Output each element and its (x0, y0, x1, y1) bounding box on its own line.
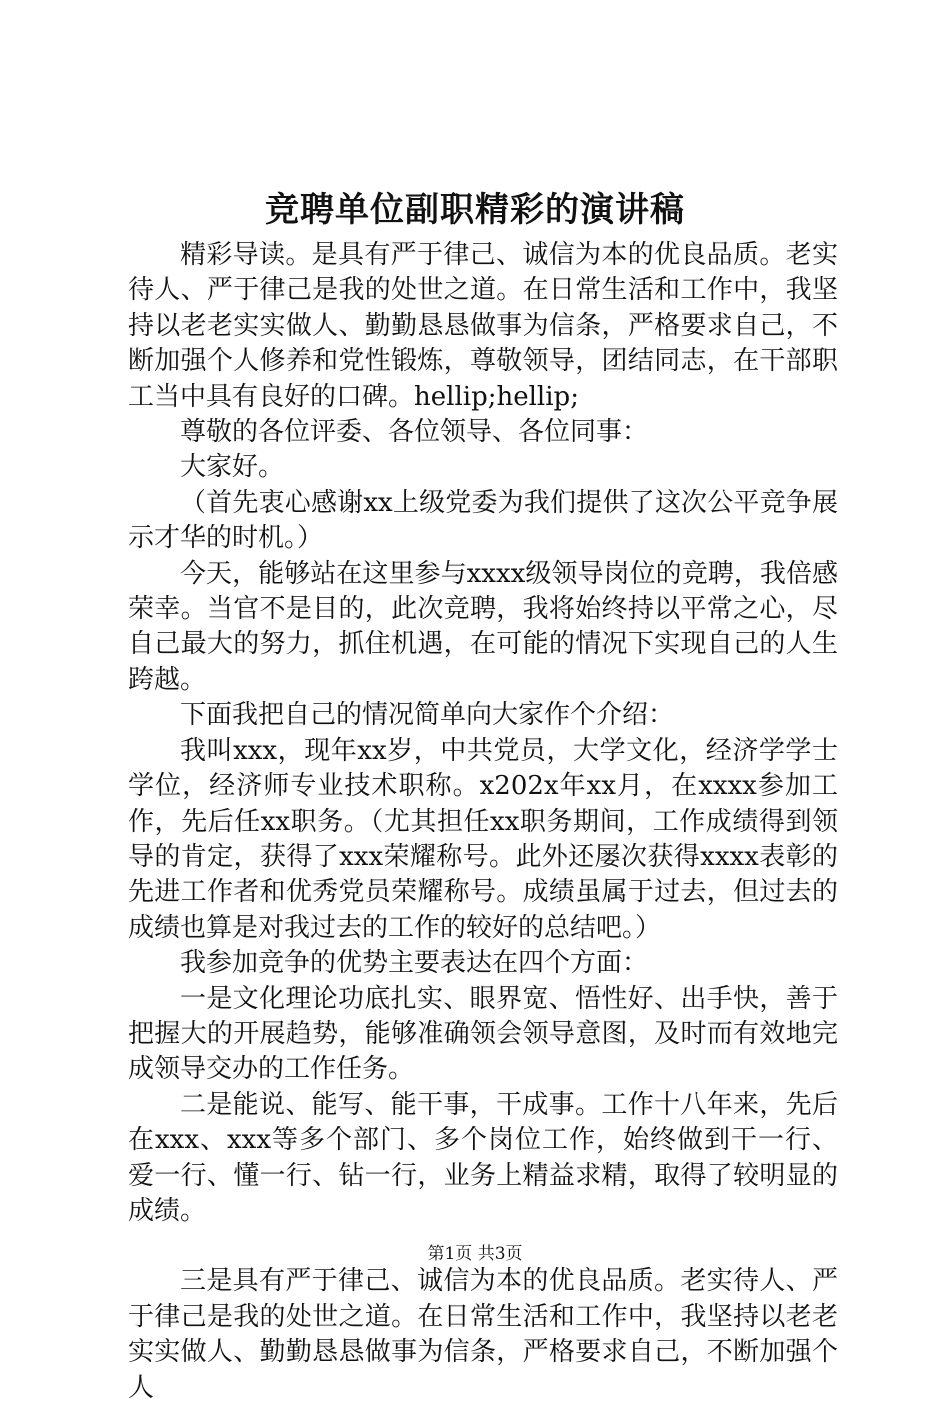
paragraph-point-three: 三是具有严于律己、诚信为本的优良品质。老实待人、严于律己是我的处世之道。在日常生活和工作中，我坚持以老老实实做人、勤勤恳恳做事为信条，严格要求自己，不断加强个人 (128, 1266, 838, 1403)
paragraph-point-two: 二是能说、能写、能干事，干成事。工作十八年来，先后在xxx、xxx等多个部门、多个岗位工作，始终做到干一行、爱一行、懂一行、钻一行，业务上精益求精，取得了较明显的成绩。 (128, 1089, 838, 1226)
document-body (128, 238, 838, 1406)
page-footer: 第1页 共3页 (427, 1244, 523, 1264)
paragraph-salutation: 尊敬的各位评委、各位领导、各位同事： (180, 417, 649, 448)
document-title: 竞聘单位副职精彩的演讲稿 (265, 190, 685, 230)
paragraph-thanks: （首先衷心感谢xx上级党委为我们提供了这次公平竞争展示才华的时机。） (128, 487, 838, 554)
paragraph-background: 我叫xxx，现年xx岁，中共党员，大学文化，经济学学士学位，经济师专业技术职称。x202x年xx月，在xxxx参加工作，先后任xx职务。（尤其担任xx职务期间，工作成绩得到领导的肯定，获得了xxx荣耀称号。此外还屡次获得xxxx表彰的先进工作者和优秀党员荣耀称号。成绩虽属于过去，但过去的成绩也算是对我过去的工作的较好的总结吧。） (128, 735, 838, 943)
paragraph-advantages: 我参加竞争的优势主要表达在四个方面： (180, 948, 649, 979)
paragraph-point-one: 一是文化理论功底扎实、眼界宽、悟性好、出手快，善于把握大的开展趋势，能够准确领会领导意图，及时而有效地完成领导交办的工作任务。 (128, 983, 838, 1085)
paragraph-greeting: 大家好。 (180, 452, 285, 483)
paragraph-honor: 今天，能够站在这里参与xxxx级领导岗位的竞聘，我倍感荣幸。当官不是目的，此次竞聘，我将始终持以平常之心，尽自己最大的努力，抓住机遇，在可能的情况下实现自己的人生跨越。 (128, 558, 838, 695)
paragraph-intro-self: 下面我把自己的情况简单向大家作个介绍： (180, 700, 675, 731)
paragraph-intro: 精彩导读。是具有严于律己、诚信为本的优良品质。老实待人、严于律己是我的处世之道。在日常生活和工作中，我坚持以老老实实做人、勤勤恳恳做事为信条，严格要求自己，不断加强个人修养和党性锻炼，尊敬领导，团结同志，在干部职工当中具有良好的口碑。hellip;hellip; (128, 240, 838, 412)
